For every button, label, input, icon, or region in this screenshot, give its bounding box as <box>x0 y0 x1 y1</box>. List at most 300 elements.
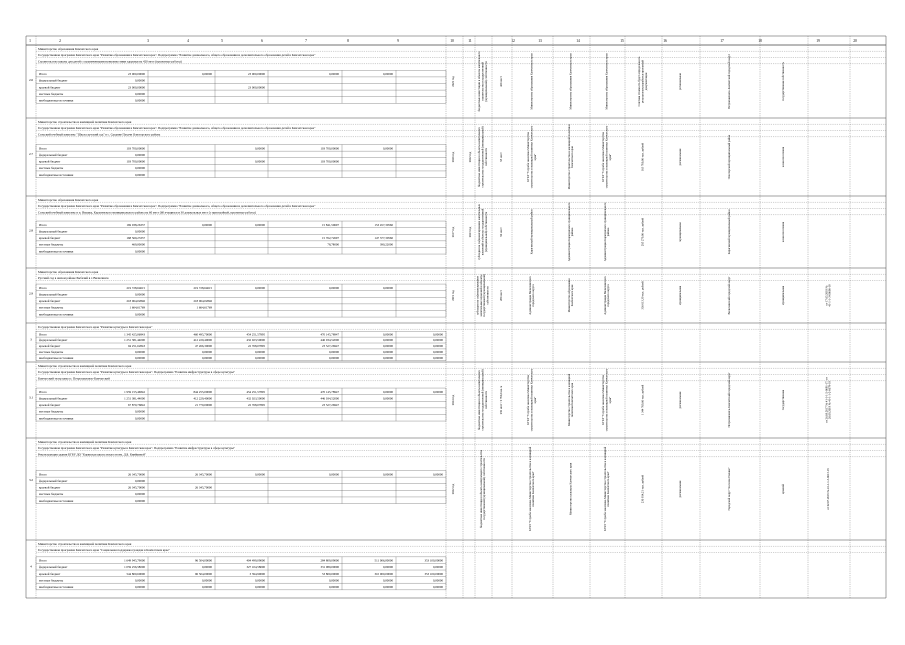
cell-value: 0,00000 <box>134 292 145 297</box>
info-cell-line: края" <box>607 396 612 404</box>
info-cell-line: края" <box>607 153 612 161</box>
cell-value: 23 527,26947 <box>321 403 339 408</box>
section-line: Русский сад в жилом районе Рыбачий в г. Вилючинск <box>38 276 109 281</box>
info-cell-line: собственности <box>483 147 488 167</box>
header-col-12: 12 <box>511 39 515 43</box>
header-col-7: 7 <box>305 39 307 43</box>
row-label: внебюджетные источники <box>39 312 74 317</box>
cell-value: 103 700,00000 <box>320 146 339 151</box>
info-cell-line: строительства и жилищной политики Камчатского <box>604 125 609 189</box>
header-col-3: 3 <box>147 39 149 43</box>
cell-value: 0,00000 <box>254 349 265 354</box>
info-cell-c15 <box>601 125 612 188</box>
info-cell-c14 <box>567 373 574 426</box>
info-cell-c11 <box>477 204 488 260</box>
info-cell-c17 <box>678 72 682 89</box>
info-cell-c12 <box>499 152 503 162</box>
header-col-1: 1 <box>29 39 31 43</box>
cell-value: 0,00000 <box>382 578 393 583</box>
info-cell-c11 <box>477 51 488 111</box>
section-line: Государственная программа Камчатского края "Развитие образования в Камчатском крае". Подпрограмма "Развитие дошкольного, общего образования и дополнительного образования детей в Камчатском крае" <box>38 204 316 209</box>
section-line: Государственная программа Камчатского края "Развитие культуры в Камчатском крае" <box>38 324 153 329</box>
cell-value: 0,00000 <box>432 565 443 570</box>
cell-value: 0,00000 <box>254 355 265 360</box>
header-col-5: 5 <box>221 39 223 43</box>
info-cell-line: казна поселения <box>781 221 785 243</box>
section-number: 2.6 <box>28 77 34 82</box>
info-cell-line: 230 814,21 тыс. рублей <box>640 474 645 504</box>
cell-value: 1 664,61769 <box>196 305 212 310</box>
info-cell-c19 <box>781 146 785 167</box>
cell-value: 0,00000 <box>134 229 145 234</box>
info-cell-line: Министерство культуры Камчатского края <box>568 462 573 516</box>
cell-value: 0,00000 <box>382 565 393 570</box>
info-cell-line: городского округа <box>606 284 611 307</box>
cell-value: 103 700,00000 <box>126 146 145 151</box>
header-col-19: 19 <box>816 39 820 43</box>
info-cell-c20 <box>824 284 831 307</box>
info-cell-line: политики Камчатского края <box>570 382 575 418</box>
info-cell-c16 <box>641 474 645 503</box>
info-cell-line: Администрация Карагинского муниципального <box>566 202 571 262</box>
info-cell-line: строительства государственной <box>480 62 485 101</box>
cell-value: 67 870,76842 <box>127 403 145 408</box>
info-cell-line: строительства государственной (муниципальной) <box>480 369 485 431</box>
row-label: федеральный бюджет <box>39 152 68 157</box>
section-line: Реконструкция здания КГБУ ДО "Корякская школа искусств им. Д.Б. Кияйкиной" <box>38 452 146 457</box>
row-label: федеральный бюджет <box>39 229 68 234</box>
info-cell-line: 295 279,00 тыс. рублей <box>640 217 645 247</box>
info-cell-c19 <box>781 389 785 410</box>
row-label: Итого <box>39 332 47 337</box>
cell-value: 353 100,00000 <box>424 571 443 576</box>
row-label: местные бюджеты <box>39 409 64 414</box>
row-label: Итого <box>39 222 47 227</box>
cell-value: 544 800,60000 <box>126 571 145 576</box>
info-cell-c16 <box>641 281 645 310</box>
cell-value: 0,00000 <box>328 349 339 354</box>
cell-value: 0,00000 <box>134 578 145 583</box>
section-line: Министерство строительства и жилищной политики Камчатского края <box>38 541 132 546</box>
cell-value: 412 229,40000 <box>193 338 212 343</box>
section-line: Строительство школы для детей с ограниченными возможностями здоровья на 420 мест (проектные работы) <box>38 59 182 64</box>
info-cell-c17 <box>678 480 682 497</box>
row-label: федеральный бюджет <box>39 396 68 401</box>
info-cell-c20 <box>824 377 831 423</box>
cell-value: 0,00000 <box>328 585 339 590</box>
info-cell-c19 <box>781 61 785 100</box>
info-cell-c16 <box>641 217 645 246</box>
section-line: Государственная программа Камчатского края "Развитие культуры в Камчатском крае". Подпрограмма "Развитие инфраструктуры в сфере культуры" <box>38 446 235 451</box>
year-cell: 2022 год <box>468 151 472 163</box>
cell-value: 353 100,00000 <box>424 558 443 563</box>
info-cell-c17 <box>678 222 682 242</box>
info-cell-line: муниципальная <box>781 285 785 306</box>
cell-value: 96 504,00000 <box>194 558 212 563</box>
info-cell-line: бюджетные инвестиции в объекты капитального <box>477 127 482 187</box>
info-cell-c18 <box>727 53 731 109</box>
info-cell-c17 <box>678 148 682 165</box>
cell-value: 0,00000 <box>328 578 339 583</box>
row-label: Итого <box>39 472 47 477</box>
row-label: Итого <box>39 72 47 77</box>
info-cell-c15 <box>605 53 609 110</box>
cell-value: 327 104,58000 <box>246 565 265 570</box>
section-line: Министерство строительства и жилищной политики Камчатского края <box>38 439 132 444</box>
info-cell-c16 <box>641 384 645 415</box>
header-col-20: 20 <box>853 39 857 43</box>
info-cell-line: Камчатского края <box>570 146 575 168</box>
info-cell-line: казна поселения <box>781 146 785 168</box>
info-cell-c18 <box>727 209 731 254</box>
cell-value: 0,00000 <box>328 285 339 290</box>
info-cell-line: краевой <box>781 484 785 494</box>
header-col-8: 8 <box>347 39 349 43</box>
cell-value: 0,00000 <box>201 72 212 77</box>
info-cell-line: результатам разработки проектной <box>640 60 645 103</box>
row-label: Итого <box>39 285 47 290</box>
header-col-10: 10 <box>450 39 454 43</box>
info-cell-line: 90 мест <box>499 227 503 237</box>
cell-value: 0,00000 <box>382 72 393 77</box>
cell-value: 78,78000 <box>327 242 339 247</box>
header-col-18: 18 <box>758 39 762 43</box>
info-cell-line: документации <box>643 72 648 91</box>
header-col-17: 17 <box>720 39 724 43</box>
cell-value: 26 345,70000 <box>127 485 145 490</box>
info-cell-line: КГКУ "Служба заказчика Министерства строительства и жилищной <box>527 446 532 532</box>
info-cell-c11 <box>477 369 488 430</box>
section-line: Камчатский театр кукол г. Петропавловск-Камчатский <box>38 376 110 381</box>
row-label: федеральный бюджет <box>39 338 68 343</box>
info-cell-line: Министерство образования Камчатского края <box>604 53 609 110</box>
info-cell-line: региональная <box>678 73 682 90</box>
cell-value: 844 255,00000 <box>193 389 212 394</box>
info-cell-line: Министерство строительства и жилищной <box>566 373 571 427</box>
info-cell-c19 <box>781 285 785 305</box>
cell-value: 0,00000 <box>134 585 145 590</box>
info-cell-line: Карагинский муниципальный район <box>727 209 731 255</box>
cell-value: 23 527,26947 <box>321 344 339 349</box>
section-line: Сельский учебный комплекс в п. Ивашка, Карагинского муниципального района на 60 мест (60 учащихся и 30 дошкольных мест (с пристройкой, проектные работы) <box>38 210 256 215</box>
row-label: внебюджетные источники <box>39 498 74 503</box>
info-cell-line: 41-1-1-3-00000-18 <box>827 284 832 307</box>
info-cell-c13 <box>526 368 537 431</box>
info-cell-line: Министерство образования Камчатского края <box>529 53 534 110</box>
cell-value: 218 064,02846 <box>126 299 145 304</box>
cell-value: 0,00000 <box>134 349 145 354</box>
section-line: Министерство строительства и жилищной политики Камчатского края <box>38 363 132 368</box>
section-line: Государственная программа Камчатского края "Развитие образования в Камчатском крае". Подпрограмма "Развитие дошкольного, общего образования и дополнительного образования детей в Камчатском крае" <box>38 126 316 131</box>
info-cell-line: Петропавловск-Камчатский городской округ <box>727 372 731 428</box>
info-cell-line: КГКУ "Служба заказчика Министерства <box>526 132 531 182</box>
cell-value: 1 649 945,79000 <box>124 558 145 563</box>
info-cell-line: вложений в объекты государственной <box>480 208 485 256</box>
section-number: 3.2 <box>28 478 34 483</box>
info-cell-c15 <box>601 368 612 431</box>
header-col-13: 13 <box>538 39 542 43</box>
cell-value: 0,00000 <box>134 166 145 171</box>
row-label: федеральный бюджет <box>39 292 68 297</box>
header-col-9: 9 <box>397 39 399 43</box>
info-cell-c13 <box>528 446 535 531</box>
info-cell-line: КГКУ "Служба заказчика Министерства <box>526 375 531 425</box>
cell-value: 0,00000 <box>328 355 339 360</box>
cell-value: 0,00000 <box>432 578 443 583</box>
info-cell-line: политики Камчатского края" <box>606 471 611 507</box>
section-number: 2.8 <box>28 228 34 233</box>
header-col-14: 14 <box>576 39 580 43</box>
info-cell-line: государственной (муниципальной) <box>482 274 487 317</box>
row-label: местные бюджеты <box>39 349 64 354</box>
info-cell-line: 420 мест <box>499 76 503 87</box>
info-cell-line: от 17.05.2018 № <box>824 285 829 306</box>
row-label: Итого <box>39 558 47 563</box>
info-cell-c14 <box>567 124 574 189</box>
year-cell: 2020 год <box>451 151 455 163</box>
info-cell-line: Администрация Вилючинского <box>527 276 532 315</box>
cell-value: 432 023,50000 <box>246 338 265 343</box>
year-cell: 2024 год <box>451 394 455 406</box>
cell-value: 454 251,57895 <box>246 332 265 337</box>
row-label: местные бюджеты <box>39 91 64 96</box>
header-col-15: 15 <box>620 39 624 43</box>
cell-value: 23 000,00000 <box>247 85 265 90</box>
cell-value: 0,00000 <box>432 338 443 343</box>
cell-value: 96 504,00000 <box>194 571 212 576</box>
info-cell-line: 1 344 769,60 тыс. рублей <box>640 384 645 416</box>
cell-value: 470 145,78947 <box>320 332 339 337</box>
header-col-11: 11 <box>468 39 472 43</box>
info-cell-line: 280 мест <box>499 290 503 301</box>
info-cell-c18 <box>727 276 731 315</box>
cell-value: 412 229,40000 <box>193 396 212 401</box>
info-cell-line: края" <box>532 396 537 404</box>
info-cell-line: капитальных вложений в объекты <box>478 274 483 317</box>
cell-value: 0,00000 <box>432 332 443 337</box>
cell-value: 0,00000 <box>201 578 212 583</box>
row-label: внебюджетные источники <box>39 355 74 360</box>
cell-value: 0,00000 <box>134 91 145 96</box>
info-cell-line: КГКУ "Служба заказчика Министерства <box>601 132 606 182</box>
info-cell-line: Вилючинский городской округ <box>727 276 731 315</box>
cell-value: 153 457,30560 <box>374 222 393 227</box>
info-cell-line: 103 700,00 тыс. рублей <box>640 142 645 172</box>
info-cell-line: городского округа <box>531 284 536 307</box>
row-label: внебюджетные источники <box>39 249 74 254</box>
year-cell: 2022 год <box>451 483 455 495</box>
info-cell-line: Карагинский муниципальный район <box>529 209 534 255</box>
section-number: 3.1 <box>28 395 34 400</box>
cell-value: 0,00000 <box>432 344 443 349</box>
info-cell-line: собственности <box>485 286 490 305</box>
row-label: внебюджетные источники <box>39 416 74 421</box>
info-cell-line: 95 мест <box>499 152 503 162</box>
info-cell-line: собственности <box>483 390 488 410</box>
info-cell-line: региональная <box>678 391 682 409</box>
info-cell-line: субсидии на софинансирование <box>475 275 480 316</box>
info-cell-c13 <box>530 53 534 110</box>
row-label: федеральный бюджет <box>39 565 68 570</box>
year-cell: 2017 год <box>451 226 455 238</box>
cell-value: 0,00000 <box>382 472 393 477</box>
info-cell-c16 <box>641 142 645 171</box>
header-col-2: 2 <box>59 39 61 43</box>
info-cell-c14 <box>567 278 574 312</box>
info-cell-line: 250 мест / 9 700,0 кв. м <box>499 385 503 415</box>
row-label: внебюджетные источники <box>39 98 74 103</box>
cell-value: 147 377,30560 <box>374 236 393 241</box>
info-cell-c13 <box>528 276 535 315</box>
cell-value: 0,00000 <box>134 152 145 157</box>
info-cell-c13 <box>530 209 534 254</box>
cell-value: 0,00000 <box>254 285 265 290</box>
info-cell-line: государственная собственность <box>781 62 785 101</box>
row-label: краевой бюджет <box>39 571 61 576</box>
cell-value: 446 034,52000 <box>320 396 339 401</box>
info-cell-line: строительства и жилищной политики Камчатского <box>604 368 609 432</box>
cell-value: 470 145,78947 <box>320 389 339 394</box>
info-cell-c12 <box>499 386 503 415</box>
section-line: Министерство образования Камчатского края <box>38 269 99 274</box>
year-cell: 2019 год <box>451 290 455 301</box>
section-line: Государственная программа Камчатского края "Развитие образования в Камчатском крае". Подпрограмма "Развитие дошкольного, общего образования и дополнительного образования детей в Камчатском крае" <box>38 53 316 58</box>
header-col-16: 16 <box>663 39 667 43</box>
cell-value: 0,00000 <box>201 585 212 590</box>
cell-value: 218 064,02846 <box>193 299 212 304</box>
row-label: краевой бюджет <box>39 299 61 304</box>
info-cell-c17 <box>678 391 682 408</box>
row-label: краевой бюджет <box>39 485 61 490</box>
row-label: Итого <box>39 389 47 394</box>
cell-value: 1 251 381,44000 <box>124 396 145 401</box>
info-cell-line: района <box>606 227 611 237</box>
year-cell: 2023 год <box>468 226 472 238</box>
info-cell-line: Администрация Вилючинского <box>602 276 607 315</box>
cell-value: 0,00000 <box>201 565 212 570</box>
info-cell-c12 <box>499 289 503 301</box>
cell-value: 0,00000 <box>382 338 393 343</box>
cell-value: 15 762,72697 <box>321 236 339 241</box>
cell-value: 310 000,00000 <box>374 571 393 576</box>
cell-value: 103 700,00000 <box>320 159 339 164</box>
cell-value: 0,00000 <box>382 585 393 590</box>
info-cell-line: 336 013,39 тыс. рублей <box>640 281 645 310</box>
cell-value: 26 345,70000 <box>194 485 212 490</box>
info-cell-line: Министерство образования <box>566 278 571 313</box>
row-label: местные бюджеты <box>39 305 64 310</box>
cell-value: 446 034,52000 <box>320 338 339 343</box>
cell-value: 0,00000 <box>432 349 443 354</box>
row-label: федеральный бюджет <box>39 78 68 83</box>
cell-value: 0,00000 <box>134 409 145 414</box>
cell-value: 0,00000 <box>382 396 393 401</box>
cell-value: 94 251,62843 <box>127 344 145 349</box>
cell-value: 1 251 381,44000 <box>124 338 145 343</box>
info-cell-line: бюджетные инвестиции в объекты капитального <box>477 370 482 430</box>
cell-value: 0,00000 <box>201 222 212 227</box>
row-label: федеральный бюджет <box>39 478 68 483</box>
cell-value: 0,00000 <box>382 389 393 394</box>
info-cell-c19 <box>781 221 785 242</box>
info-cell-line: региональная <box>678 480 682 498</box>
info-cell-line: строительства и жилищной политики Камчатского <box>529 368 534 432</box>
cell-value: 0,00000 <box>432 355 443 360</box>
cell-value: 168 569,23337 <box>126 236 145 241</box>
info-cell-line: Олюторский муниципальный район <box>727 134 731 180</box>
info-cell-line: строительства государственной (муниципальной) <box>480 126 485 188</box>
cell-value: 23 000,00000 <box>127 72 145 77</box>
row-label: местные бюджеты <box>39 242 64 247</box>
cell-value: 0,00000 <box>134 416 145 421</box>
cell-value: 3 394,99000 <box>249 571 265 576</box>
cell-value: 0,00000 <box>134 478 145 483</box>
info-cell-c18 <box>727 134 731 179</box>
section-line: Государственная программа Камчатского края "Развитие культуры в Камчатском крае". Подпрограмма "Развитие инфраструктуры в сфере культуры" <box>38 370 235 375</box>
cell-value: 0,00000 <box>254 146 265 151</box>
cell-value: 432 023,50000 <box>246 396 265 401</box>
row-label: местные бюджеты <box>39 492 64 497</box>
info-cell-line: бюджетные инвестиции в объекты капитального строительства <box>478 449 483 529</box>
info-cell-line: бюджетные инвестиции в объекты капитального <box>477 51 482 112</box>
info-cell-line: субсидии на софинансирование капитальных <box>477 204 482 260</box>
section-number: 2.9 <box>28 291 34 296</box>
cell-value: 460 495,70000 <box>193 332 212 337</box>
section-line: Министерство образования Камчатского края <box>38 197 99 202</box>
cell-value: 0,00000 <box>382 146 393 151</box>
cell-value: 22 768,07895 <box>247 344 265 349</box>
info-cell-line: КГКУ "Служба заказчика Министерства строительства и жилищной <box>602 446 607 532</box>
info-cell-c12 <box>499 75 503 87</box>
cell-value: 0,00000 <box>382 332 393 337</box>
cell-value: 0,00000 <box>134 249 145 254</box>
cell-value: 0,00000 <box>432 389 443 394</box>
cell-value: 469,00000 <box>131 242 145 247</box>
section-line: Сельский учебный комплекс "Школа-детский сад" в с. Средние Пахачи Олюторского района <box>38 132 161 137</box>
info-cell-line: муниципальная <box>678 285 682 306</box>
cell-value: 23 000,00000 <box>247 72 265 77</box>
row-label: краевой бюджет <box>39 159 61 164</box>
info-cell-line: Министерство образования Камчатского края <box>568 53 573 110</box>
info-cell-c16 <box>637 56 648 106</box>
info-cell-line: строительства и жилищной политики Камчатского <box>529 125 534 189</box>
info-cell-line: государственной (муниципальной) собственности <box>482 458 487 520</box>
info-cell-line: от 02.07.2019 № 41-1-1-3-0013-19 <box>826 468 830 510</box>
section-line: Министерство строительства и жилищной политики Камчатского края <box>38 119 132 124</box>
section-line: Министерство образования Камчатского края <box>38 46 99 51</box>
info-cell-line: Камчатского края <box>570 284 575 307</box>
year-cell: 2022 год <box>451 76 455 87</box>
section-number: 3 <box>30 337 32 342</box>
row-label: краевой бюджет <box>39 85 61 90</box>
info-cell-c14 <box>569 53 573 110</box>
info-cell-line: (муниципальной) собственности <box>483 61 488 102</box>
cell-value: 1 959 155,46842 <box>124 389 145 394</box>
section-line: Государственная программа Камчатского края "Социальная поддержка граждан в Камчатском крае" <box>38 548 170 553</box>
cell-value: 0,00000 <box>382 349 393 354</box>
info-cell-line: Петропавловск-Камчатский городской округ <box>727 53 731 110</box>
cell-value: 26 345,70000 <box>194 472 212 477</box>
info-cell-c15 <box>603 202 610 261</box>
info-cell-line: государственная <box>781 389 785 411</box>
cell-value: 0,00000 <box>382 355 393 360</box>
info-cell-c14 <box>567 202 574 261</box>
cell-value: 0,00000 <box>134 78 145 83</box>
cell-value: 23 000,00000 <box>127 85 145 90</box>
cell-value: 1 059 256,58000 <box>124 565 145 570</box>
cell-value: 0,00000 <box>134 492 145 497</box>
info-cell-line: Министерство строительства и жилищной политики <box>566 124 571 190</box>
